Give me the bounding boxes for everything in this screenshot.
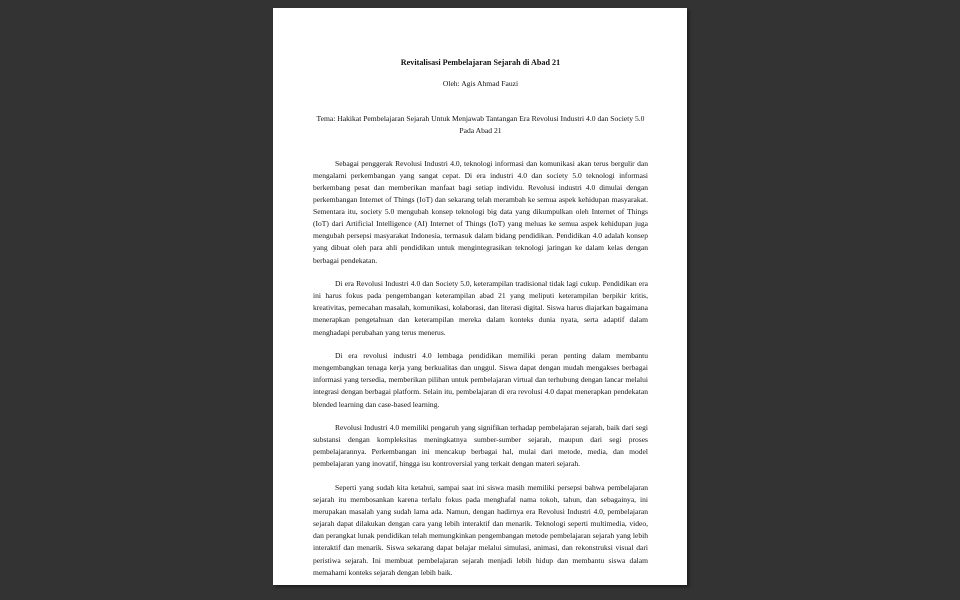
body-paragraph: Seperti yang sudah kita ketahui, sampai saat ini siswa masih memiliki persepsi bahwa pembelajaran sejarah itu membosankan karena terlalu fokus pada menghafal nama tokoh, tahun, dan sebagainya, ini merupakan masalah yang sudah lama ada. Namun, dengan hadirnya era Revolusi Industri 4.0, pembelajaran sejarah dapat dilakukan dengan cara yang lebih interaktif dan menarik. Teknologi seperti multimedia, video, dan perangkat lunak pendidikan telah memungkinkan pengembangan metode pembelajaran sejarah yang lebih interaktif dan menarik. Siswa sekarang dapat belajar melalui simulasi, animasi, dan rekonstruksi visual dari peristiwa sejarah. Ini membuat pembelajaran sejarah menjadi lebih hidup dan membantu siswa dalam memahami konteks sejarah dengan lebih baik. <box>313 482 648 577</box>
page-title: Revitalisasi Pembelajaran Sejarah di Abad 21 <box>400 58 561 67</box>
body-paragraph: Di era revolusi industri 4.0 lembaga pendidikan memiliki peran penting dalam membantu mengembangkan tenaga kerja yang berkualitas dan unggul. Siswa dapat dengan mudah mengakses berbagai informasi yang tersedia, memberikan pilihan untuk pembelajaran virtual dan terhubung dengan lancar melalui integrasi dengan berbagai platform. Selain itu, pembelajaran di era revolusi 4.0 dapat menerapkan pendekatan blended learning dan case-based learning. <box>313 351 648 409</box>
document-body <box>313 158 648 579</box>
body-paragraph: Di era Revolusi Industri 4.0 dan Society 5.0, keterampilan tradisional tidak lagi cukup. Pendidikan era ini harus fokus pada pengembangan keterampilan abad 21 yang meliputi keterampilan berpikir kritis, kreativitas, pemecahan masalah, komunikasi, kolaborasi, dan literasi digital. Siswa harus diajarkan bagaimana menerapkan pengetahuan dan keterampilan mereka dalam konteks dunia nyata, serta adaptif dalam menghadapi perubahan yang terus menerus. <box>313 279 648 337</box>
document-page <box>273 8 687 585</box>
document-theme-line: Tema: Hakikat Pembelajaran Sejarah Untuk Menjawab Tantangan Era Revolusi Industri 4.0 dan Society 5.0 Pada Abad 21 <box>316 114 645 136</box>
body-paragraph: Revolusi Industri 4.0 memiliki pengaruh yang signifikan terhadap pembelajaran sejarah, baik dari segi substansi dengan kompleksitas meningkatnya sumber-sumber sejarah, maupun dari segi proses pembelajarannya. Perkembangan ini mencakup berbagai hal, mulai dari metode, media, dan model pembelajaran yang inovatif, hingga isu kontroversial yang terkait dengan materi sejarah. <box>313 423 648 469</box>
author-byline: Oleh: Agis Ahmad Fauzi <box>442 79 519 88</box>
body-paragraph: Sebagai penggerak Revolusi Industri 4.0, teknologi informasi dan komunikasi akan terus bergulir dan mengalami perkembangan yang sangat cepat. Di era industri 4.0 dan society 5.0 teknologi informasi berkembang pesat dan memberikan manfaat bagi setiap individu. Revolusi industri 4.0 dimulai dengan perkembangan Internet of Things (IoT) dan sekarang telah merambah ke semua aspek kehidupan masyarakat. Sementara itu, society 5.0 mengubah konsep teknologi big data yang dikumpulkan oleh Internet of Things (IoT) dari Artificial Intelligence (AI) Internet of Things (IoT) yang meluas ke semua aspek kehidupan juga mengubah persepsi masyarakat Indonesia, termasuk dalam bidang pendidikan. Pendidikan 4.0 adalah konsep yang dibuat oleh para ahli pendidikan untuk mengintegrasikan teknologi jaringan ke dalam kelas dengan berbagai pendekatan. <box>313 158 648 265</box>
